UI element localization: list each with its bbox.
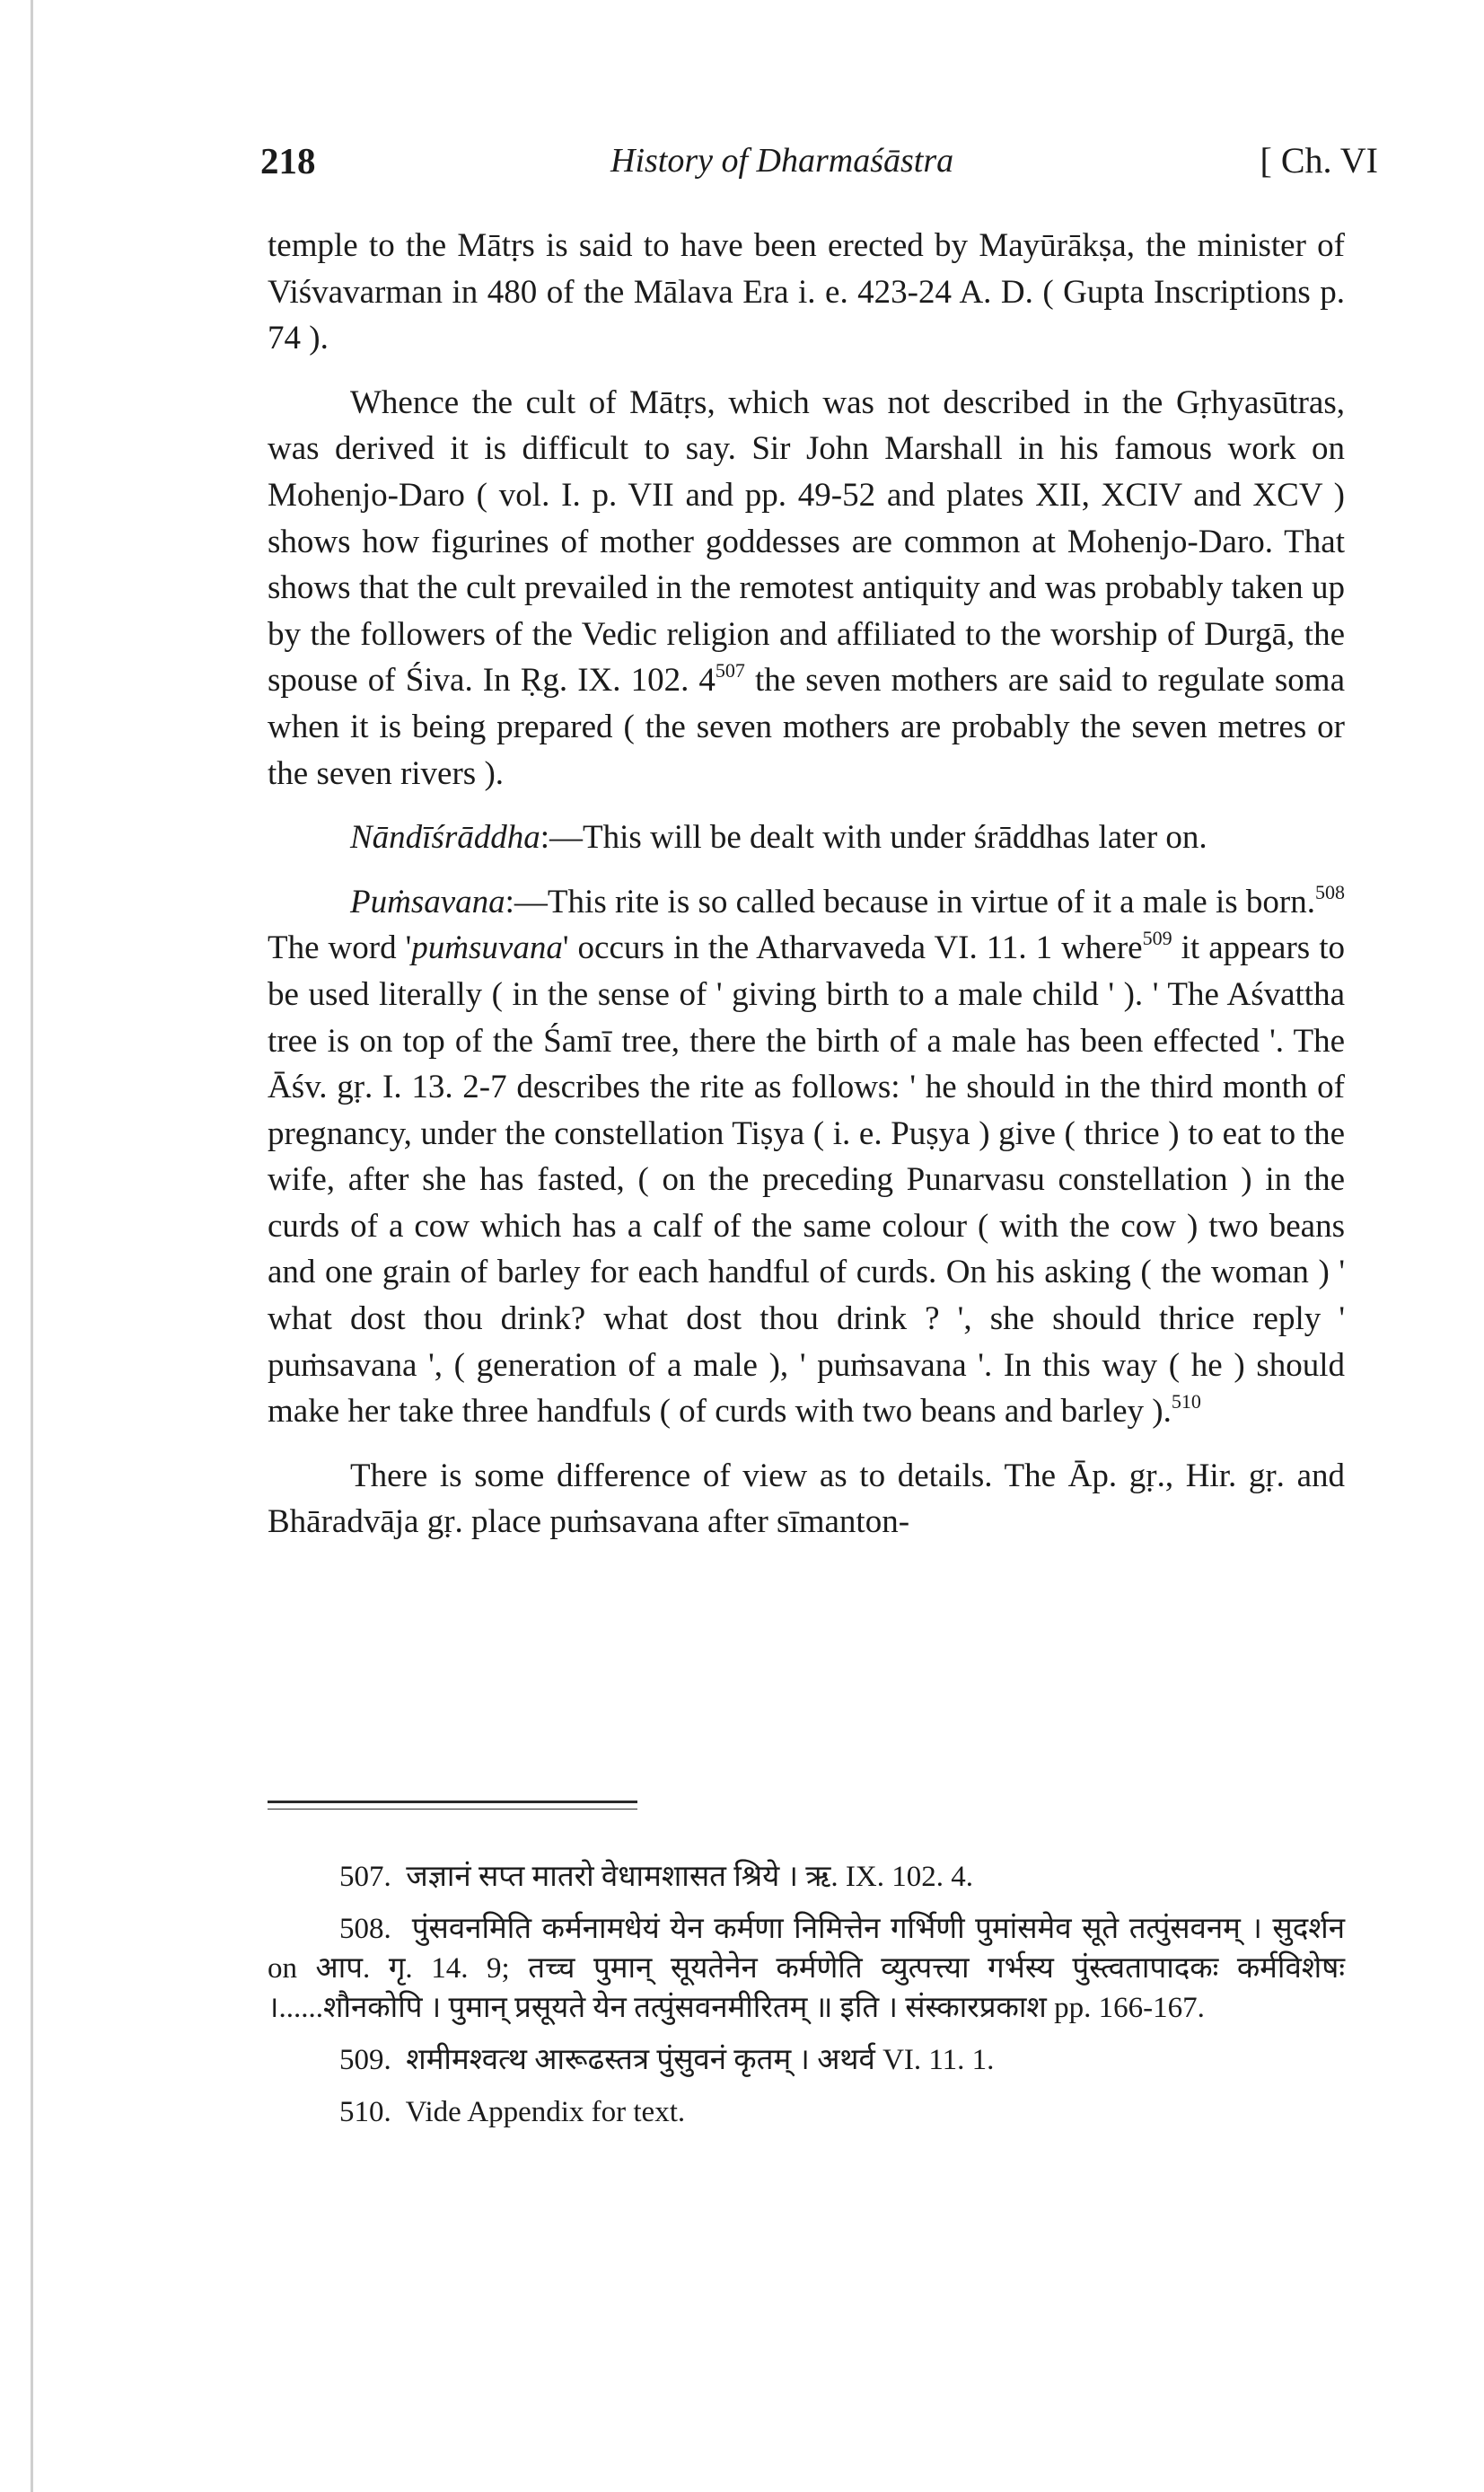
main-text: [268, 223, 1345, 1563]
page-edge-shadow: [31, 0, 33, 2492]
footnotes: [268, 1857, 1345, 2144]
footnote-number: 508.: [339, 1913, 391, 1945]
footnote-text: जज्ञानं सप्त मातरो वेधामशासत श्रिये । ऋ. IX. 102. 4.: [406, 1861, 973, 1893]
section-term: Puṁsavana: [350, 883, 505, 920]
paragraph-text: :—This will be dealt with under śrāddhas later on.: [540, 819, 1207, 857]
footnote: [268, 2092, 1345, 2132]
paragraph-text: ' occurs in the Atharvaveda VI. 11. 1 where: [562, 929, 1143, 967]
page-number: 218: [260, 140, 316, 181]
running-title: History of Dharmaśāstra: [610, 142, 954, 180]
footnote-ref: 508: [1315, 880, 1345, 903]
footnote-number: 507.: [339, 1861, 391, 1893]
footnote-number: 510.: [339, 2096, 391, 2128]
footnote-ref: 509: [1142, 927, 1172, 950]
footnote-number: 509.: [339, 2044, 391, 2076]
paragraph: [268, 815, 1345, 861]
paragraph: [268, 879, 1345, 1435]
paragraph-text: the seven mothers are said to regulate soma when it is being prepared ( the seven mothers are probably the seven metres or the seven rivers ).: [268, 662, 1345, 792]
footnote-divider: [268, 1809, 637, 1810]
running-header: [260, 139, 1378, 193]
footnote-ref: 507: [715, 659, 745, 682]
paragraph: [268, 380, 1345, 797]
paragraph: temple to the Mātṛs is said to have been erected by Mayūrākṣa, the minister of Viśvavarman in 480 of the Mālava Era i. e. 423-24 A. D. ( Gupta Inscriptions p. 74 ).: [268, 227, 1345, 357]
paragraph-text: it appears to be used literally ( in the sense of ' giving birth to a male child ' ). ' The Aśvattha tree is on top of the Śamī tree, there the birth of a male has been effected '. The Āśv. gṛ. I. 13. 2-7 describes the rite as follows: ' he should in the third month of pregnancy, under the constellation Tiṣya ( i. e. Puṣya ) give ( thrice ) to eat to the wife, after she has fasted, ( on the preceding Punarvasu constellation ) in the curds of a cow which has a calf of the same colour ( with the cow ) two beans and one grain of barley for each handful of curds. On his asking ( the woman ) ' what dost thou drink? what dost thou drink ? ', she should thrice reply ' puṁsavana ', ( generation of a male ), ' puṁsavana '. In this way ( he ) should make her take three handfuls ( of curds with two beans and barley ).: [268, 929, 1345, 1431]
footnote-ref: 510: [1171, 1390, 1201, 1413]
footnote: [268, 1909, 1345, 2028]
footnote: [268, 1857, 1345, 1897]
paragraph: There is some difference of view as to details. The Āp. gṛ., Hir. gṛ. and Bhāradvāja gṛ. place puṁsavana after sīmanton-: [268, 1457, 1345, 1541]
italic-term: puṁsuvana: [411, 929, 563, 967]
paragraph-text: :—This rite is so called because in virtue of it a male is born.: [505, 883, 1315, 920]
paragraph-text: The word ': [268, 929, 412, 967]
section-term: Nāndīśrāddha: [350, 819, 540, 857]
footnote-text: Vide Appendix for text.: [405, 2096, 686, 2128]
footnote-text: शमीमश्वत्थ आरूढस्तत्र पुंसुवनं कृतम् । अथर्व VI. 11. 1.: [406, 2044, 995, 2076]
footnote: [268, 2040, 1345, 2080]
paragraph-text: Whence the cult of Mātṛs, which was not described in the Gṛhyasūtras, was derived it is difficult to say. Sir John Marshall in his famous work on Mohenjo-Daro ( vol. I. p. VII and pp. 49-52 and plates XII, XCIV and XCV ) shows how figurines of mother goddesses are common at Mohenjo-Daro. That shows that the cult prevailed in the remotest antiquity and was probably taken up by the followers of the Vedic religion and affiliated to the worship of Durgā, the spouse of Śiva. In Ṛg. IX. 102. 4: [268, 383, 1345, 700]
chapter-label: [ Ch. VI: [1260, 140, 1378, 181]
footnote-text: पुंसवनमिति कर्मनामधेयं येन कर्मणा निमित्तेन गर्भिणी पुमांसमेव सूते तत्पुंसवनम् । सुदर्शन on आप. गृ. 14. 9; तच्च पुमान् सूयतेनेन कर्मणेति व्युत्पत्त्या गर्भस्य पुंस्त्वतापादकः कर्मविशेषः ।......शौनकोपि । पुमान् प्रसूयते येन तत्पुंसवनमीरितम् ॥ इति । संस्कारप्रकाश pp. 166-167.: [268, 1913, 1346, 2024]
footnote-divider: [268, 1801, 637, 1803]
